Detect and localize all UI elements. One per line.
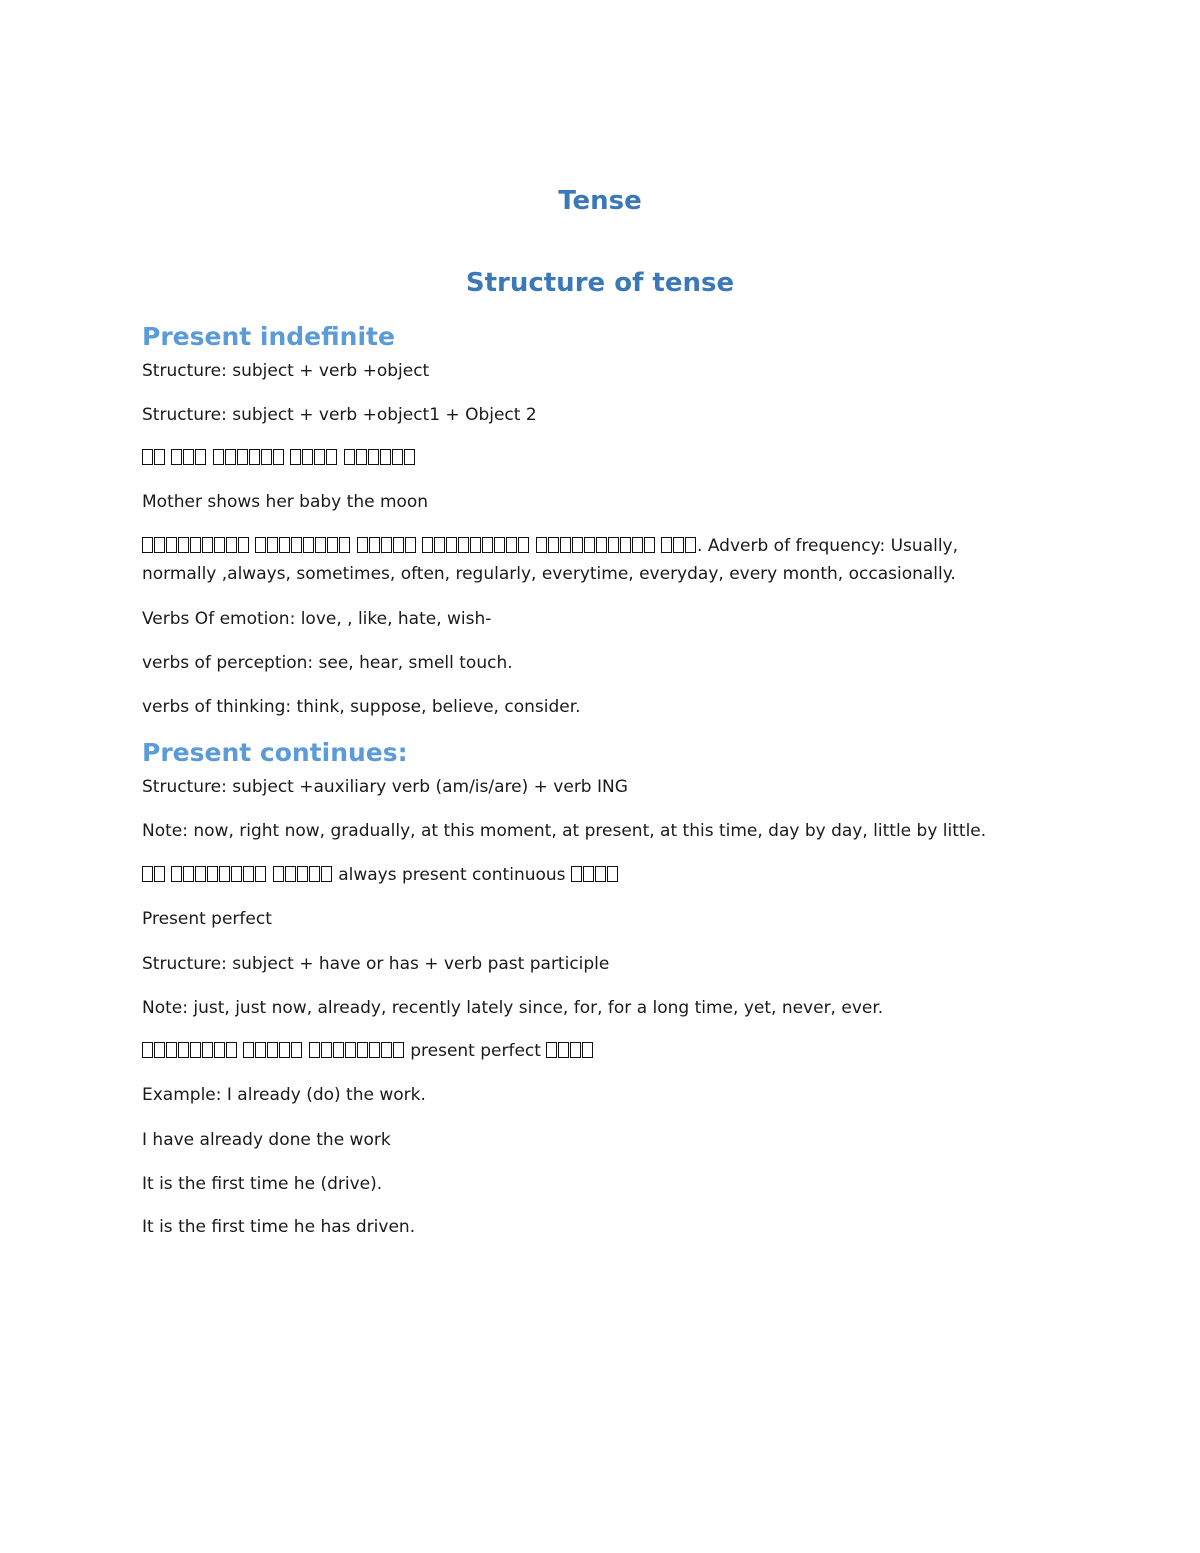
structure-line-1: Structure: subject + verb +object xyxy=(142,361,430,381)
example-1: Example: I already (do) the work. xyxy=(142,1085,426,1105)
unrendered-glyphs xyxy=(142,536,697,556)
example-sentence: Mother shows her baby the moon xyxy=(142,492,429,512)
adverb-of-frequency-text: . Adverb of frequency: Usually, normally ,always, sometimes, often, regularly, everytime, everyday, every month, occasionally. xyxy=(142,536,959,584)
structure-line-2: Structure: subject + verb +object1 + Object 2 xyxy=(142,405,537,425)
document-subtitle: Structure of tense xyxy=(465,268,735,298)
verbs-of-thinking: verbs of thinking: think, suppose, believe, consider. xyxy=(142,697,581,717)
document-title: Tense xyxy=(558,186,642,216)
always-continuous-text: always present continuous xyxy=(338,865,566,885)
answer-2: It is the first time he has driven. xyxy=(142,1217,416,1237)
perfect-unrendered-line xyxy=(142,1037,1042,1065)
perfect-structure: Structure: subject + have or has + verb past participle xyxy=(142,954,610,974)
perfect-note: Note: just, just now, already, recently lately since, for, for a long time, yet, never, ever. xyxy=(142,998,884,1018)
continuous-note: Note: now, right now, gradually, at this moment, at present, at this time, day by day, little by little. xyxy=(142,821,987,841)
heading-present-continues: Present continues: xyxy=(142,738,408,767)
adverb-of-frequency-paragraph xyxy=(142,532,1032,588)
perfect-text: present perfect xyxy=(410,1041,541,1061)
continuous-structure: Structure: subject +auxiliary verb (am/is/are) + verb ING xyxy=(142,777,628,797)
heading-present-indefinite: Present indefinite xyxy=(142,322,395,351)
verbs-of-emotion: Verbs Of emotion: love, , like, hate, wish- xyxy=(142,609,492,629)
answer-1: I have already done the work xyxy=(142,1130,391,1150)
example-2: It is the first time he (drive). xyxy=(142,1174,383,1194)
always-continuous-line xyxy=(142,861,1042,889)
unrendered-text-line-1 xyxy=(142,444,1042,472)
verbs-of-perception: verbs of perception: see, hear, smell touch. xyxy=(142,653,513,673)
present-perfect-label: Present perfect xyxy=(142,909,272,929)
